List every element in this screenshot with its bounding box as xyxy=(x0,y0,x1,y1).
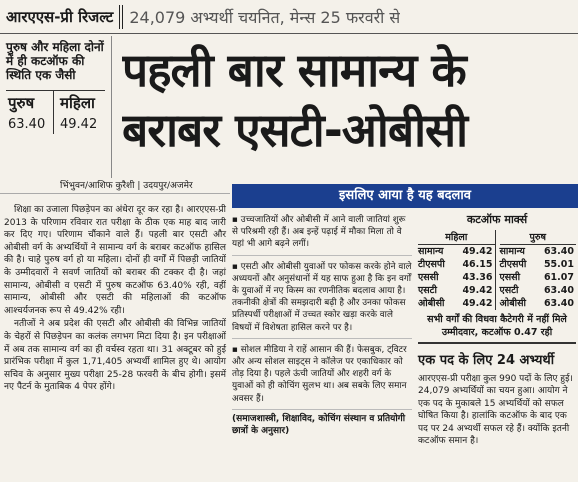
headline xyxy=(122,40,574,160)
cutoff-note: सभी वर्गों की विधवा कैटेगरी में नहीं मिले उम्मीदवार, कटऑफ 0.47 रही xyxy=(418,313,576,344)
female-label: महिला xyxy=(60,94,95,112)
table-row: एसटी 49.42 xyxy=(418,285,493,296)
header-line: 24,079 अभ्यर्थी चयनित, मेन्स 25 फरवरी से xyxy=(129,7,401,27)
one-post-title: एक पद के लिए 24 अभ्यर्थी xyxy=(418,353,555,368)
male-label: पुरुष xyxy=(8,94,35,112)
female-cutoff-column: महिला सामान्य 49.42 टीएसपी 46.15 एससी 43.36 एसटी 49.42 ओबीसी 49.42 xyxy=(418,232,493,309)
table-row: एससी 43.36 xyxy=(418,272,493,283)
table-row: ओबीसी 63.40 xyxy=(499,298,574,309)
female-column xyxy=(53,91,105,134)
headline-line-1: पहली बार सामान्य के xyxy=(122,43,466,97)
male-value: 63.40 xyxy=(8,117,46,132)
source-note: (समाजशास्त्री, शिक्षाविद, कोचिंग संस्थान व प्रतियोगी छात्रों के अनुसार) xyxy=(232,413,406,436)
cutoff-table xyxy=(418,212,576,344)
list-item: ▪ एसटी और ओबीसी युवाओं पर फोकस करके होने वाले अध्ययनों और अनुसंधानों में यह साफ हुआ है कि इन वर्गों के युवाओं में नए किस्म का रणनीतिक बदलाव आया है। तकनीकी क्षेत्रों की समझदारी बढ़ी है और उनका फोकस प्रतिस्पर्धी परीक्षाओं में उच्चत स्कोर खड़ा करके वाले विषयों में विशेषता हासिल करने पर है। xyxy=(232,261,412,339)
table-row: एसटी 63.40 xyxy=(499,285,574,296)
summary-question: पुरुष और महिला दोनों में ही कटऑफ की स्थिति एक जैसी xyxy=(6,40,104,82)
summary-cutoff-row xyxy=(6,90,105,134)
female-value: 49.42 xyxy=(60,117,98,132)
list-item: ▪ उच्चजातियों और ओबीसी में आने वाली जातियां शुरू से परिश्रमी रही हैं। अब इन्हें पढ़ाई में मौका मिला तो वे यहां भी आगे बढ़ने लगीं। xyxy=(232,214,412,256)
paragraph: नतीजों ने अब प्रदेश की एसटी और ओबीसी की विभिन्न जातियों के चेहरों से पिछड़ेपन का कलंक लगभग मिटा दिया है। इन परीक्षाओं में अब तक सामान्य वर्ग का ही वर्चस्व रहता था। 31 अक्टूबर को हुई प्रारंभिक परीक्षा में कुल 1,71,405 अभ्यर्थी शामिल हुए थे। आयोग सचिव के अनुसार मुख्य परीक्षा 25-28 फरवरी के बीच होगी। इसमें नए पैटर्न के मुताबिक 4 पेपर होंगे। xyxy=(4,319,226,393)
top-bar xyxy=(0,0,578,34)
headline-line-2: बराबर एसटी-ओबीसी xyxy=(122,103,468,157)
section-tag: आरएएस-प्री रिजल्ट xyxy=(6,7,114,26)
byline: भिंभुवन/आशिफ कुरैशी | उदयपुर/अजमेर xyxy=(0,178,230,194)
male-column xyxy=(6,91,53,134)
table-row: टीएसपी 55.01 xyxy=(499,259,574,270)
cutoff-title: कटऑफ मार्क्स xyxy=(466,213,528,226)
table-row: सामान्य 63.40 xyxy=(499,246,574,257)
paragraph: शिक्षा का उजाला पिछड़ेपन का अंधेरा दूर कर रहा है। आरएएस-प्री 2013 के परिणाम रविवार रात परीक्षा के ठीक एक माह बाद जारी कर दिए गए। परिणाम चौंकाने वाले हैं। पहली बार एसटी और ओबीसी वर्ग के अभ्यर्थियों ने सामान्य वर्ग के बराबर कटऑफ हासिल की है। चाहे पुरुष वर्ग हो या महिला। दोनों ही वर्गों में पिछड़ी जातियों के उम्मीदवारों ने सवर्ण जातियों को बराबर की टक्कर दी है। जहां सामान्य, ओबीसी व एसटी में पुरुष कटऑफ 63.40% रही, वहीं सामान्य, ओबीसी और एसटी की महिलाओं की कटऑफ आश्चर्यजनक रूप से 49.42% रही। xyxy=(4,205,226,316)
table-row: टीएसपी 46.15 xyxy=(418,259,493,270)
table-row: सामान्य 49.42 xyxy=(418,246,493,257)
divider xyxy=(119,5,123,29)
cutoff-summary-box xyxy=(0,36,112,178)
reasons-list xyxy=(232,214,412,437)
male-cutoff-column: पुरुष सामान्य 63.40 टीएसपी 55.01 एससी 61.07 एसटी 63.40 ओबीसी 63.40 xyxy=(495,230,577,310)
table-row: एससी 61.07 xyxy=(499,272,574,283)
section-heading: इसलिए आया है यह बदलाव xyxy=(232,184,578,208)
main-article xyxy=(4,204,226,395)
one-post-text: आरएएस-प्री परीक्षा कुल 990 पदों के लिए हुई। 24,079 अभ्यर्थियों का चयन हुआ। आयोग ने एक पद के मुकाबले 15 अभ्यर्थियों को सफल घोषित किया है। हालांकि कटऑफ के बाद एक पद पर 24 अभ्यर्थी सफल रहे हैं। क्योंकि इतनी कटऑफ समान है। xyxy=(418,374,573,447)
table-row: ओबीसी 49.42 xyxy=(418,298,493,309)
list-item: ▪ सोशल मीडिया ने राहें आसान की हैं। फेसबुक, ट्विटर और अन्य सोशल साइट्स ने कॉलेज पर एकाधिकार को तोड़ दिया है। पहले ऊंची जातियों और शहरी वर्ग के युवाओं को ही कोचिंग सुलभ था। अब सबके लिए समान अवसर हैं। xyxy=(232,344,412,410)
one-post-box xyxy=(418,352,576,447)
